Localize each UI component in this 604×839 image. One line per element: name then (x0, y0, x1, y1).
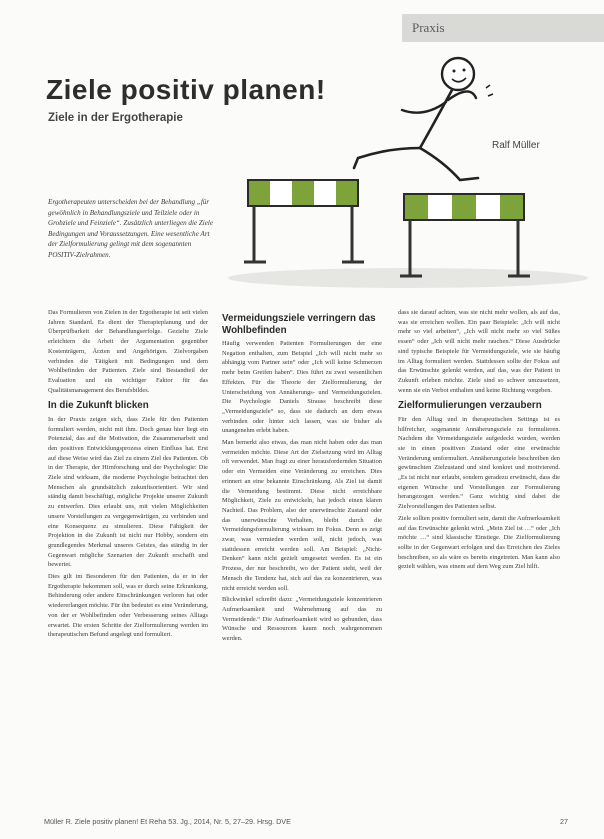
article-subtitle: Ziele in der Ergotherapie (48, 112, 183, 124)
page-number: 27 (560, 817, 568, 826)
paragraph: In der Praxis zeigen sich, dass Ziele für den Patienten formuliert werden, nicht mit ihm. Doch genau hier liegt ein Potenzial, das auf die Motivation, die Zusammenarbeit und den positiven Entwicklungsprozess einen Einfluss hat. Erst auf diese Weise wird das Ziel zu einem Ziel des Patienten. Ob in der Therapie, der Hirnforschung und der Psychologie: Die Ziele sind wirksam, die moderne Psychologie betrachtet den Menschen als grundsätzlich zukunftsorientiert. Wir sind ständig damit beschäftigt, mögliche Projekte unserer Zukunft zu entwerfen. Dies erlaubt uns, mit vielen Möglichkeiten unsere Vorstellungen zu vergegenwärtigen, zu verbinden und eine Konsequenz zu simulieren. Diese Fähigkeit der Projektion in die Zukunft ist nicht nur Hobby, sondern ein grundlegendes Merkmal unseres Geistes, das ständig in der Gegenwart mögliche Szenarien der Zukunft erschafft und bewertet. (48, 415, 208, 569)
text-column-2 (222, 308, 382, 776)
paragraph: Häufig verwenden Patienten Formulierungen der eine Negation enthalten, zum Beispiel „Ich will nicht mehr so abhängig vom Partner sein“ oder „Ich will keine Schmerzen mehr beim Greifen haben“. Dies führt zu zwei wesentlichen Effekten. Für die Theorie der Zielformulierung, der Unterscheidung von Annäherungs- und Vermeidungszielen. Die Psychologie Daniels Strauss beschreibt diese „Vermeidungsziele“ so, dass sie dadurch an dem etwas verbinden oder hinter sich lassen, was sie bisher als unangenehm erlebt haben. (222, 340, 382, 435)
paragraph: Man bemerkt also etwas, das man nicht haben oder das man vermeiden möchte. Diese Art der Zielsetzung wird im Alltag oft verwendet. Man fragt zu einer herausfordernden Situation oder ein Vermeiden eine Veränderung zu erreichen. Dies erinnert an eine bekannte Einschränkung. Als Ziel ist damit die Vermeidung bestimmt. Diese nicht erreichbare Möglichkeit, Ziele zu entwickeln, hat jedoch einen klaren Nachteil. Das Problem, also der unerwünschte Zustand oder das unerwünschte Verhalten, bleibt durch die Vermeidungsformulierung wirksam im Fokus. Denn es zeigt zwar, was vermieden werden soll, nicht jedoch, was stattdessen erreicht werden soll. Am Beispiel: „Nicht-Denken“ kann nicht gezielt umgesetzt werden. Es ist ein Prozess, der nur beschreibt, wo der Patient steht, weil der Mensch die Tendenz hat, sich auf das zu konzentrieren, was nicht erreicht werden soll. (222, 439, 382, 592)
paragraph: Für den Alltag und in therapeutischen Settings ist es hilfreicher, sogenannte Annäherungsziele zu formulieren. Nachdem die Vermeidungsziele aufgedeckt wurden, werden sie in einen positiven Zustand oder eine erwünschte Veränderung umformuliert. Annäherungsziele beschreiben den gewünschten Zielzustand und sind konkret und motivierend. „Es ist nicht nur erlaubt, sondern geradezu erwünscht, dass die eigenen Wünsche und Vorstellungen zur Formulierung herangezogen werden.“ Ganz wichtig sind dabei die Zielvorstellungen des Patienten selbst. (398, 415, 560, 511)
footer-citation: Müller R. Ziele positiv planen! Et Reha 53. Jg., 2014, Nr. 5, 27–29. Hrsg. DVE (44, 817, 291, 826)
paragraph: Blickwinkel schreibt dazu: „Vermeidungsziele konzentrieren Aufmerksamkeit und Wahrnehmung auf das zu Vermeidende.“ Die Aufmerksamkeit wird so gebunden, dass Wünsche und Ressourcen kaum noch wahrgenommen werden. (222, 596, 382, 643)
author-name: Ralf Müller (492, 140, 540, 151)
article-intro (48, 197, 218, 261)
section-heading: Vermeidungsziele verringern das Wohlbefinden (222, 313, 376, 336)
text-column-3 (398, 308, 560, 776)
article-title: Ziele positiv planen! (46, 74, 326, 105)
section-heading: In die Zukunft blicken (48, 400, 149, 412)
paragraph: Dies gilt im Besonderen für den Patienten, da er in der Ergotherapie bekommen soll, was er durch seine Erkrankung, Behinderung oder andere Einschränkungen verloren hat oder wiedererlangen möchte. Für ihn bedeutet es eine Veränderung, von der er Wohlbefinden oder Verbesserung seines Alltags erwartet. Die ersten Schritte der Zielformulierung werden im therapeutischen Befund angelegt und formuliert. (48, 573, 208, 639)
paragraph: Ziele sollten positiv formuliert sein, damit die Aufmerksamkeit auf das Erwünschte gelenkt wird. „Mein Ziel ist …“ oder „Ich möchte …“ sind klassische Einstiege. Die Zielformulierung sollte in der Gegenwart erfolgen und das Erreichen des Zieles beschreiben, so als wäre es bereits eingetreten. Man kann also gezielt wählen, was einem auf dem Weg zum Ziel hilft. (398, 514, 560, 571)
intro-text: Ergotherapeuten unterscheiden bei der Behandlung „für gewöhnlich in Behandlungsziele und Teilziele oder in Grobziele und Feinziele“. Zusätzlich unterliegen die Ziele Bedingungen und Voraussetzungen. Eine wesentliche Art der Zielformulierung gelingt mit dem sogenannten POSITIV-Zielrahmen. (48, 198, 214, 259)
paragraph: dass sie darauf achten, was sie nicht mehr wollen, als auf das, was sie erreichen wollen. Ein paar Beispiele: „Ich will nicht mehr so viel arbeiten“, „Ich will nicht mehr so viel Süßes essen“ oder „Ich will nicht mehr rauchen.“ Diese Ausdrücke sind typische Beispiele für Vermeidungsziele, wie sie häufig im Alltag formuliert werden. Stattdessen sollte der Fokus auf das Erwünschte gelenkt werden, auf das, was der Patient in Zukunft erleben möchte. Ziele sind so schwer umzusetzen, wenn sie ein Verbot enthalten und keine Richtung vorgeben. (398, 309, 560, 394)
section-heading: Zielformulierungen verzaubern (398, 400, 542, 412)
text-column-1 (48, 308, 208, 776)
paragraph: Das Formulieren von Zielen in der Ergotherapie ist seit vielen Jahren Standard. Es dient der Therapieplanung und der Überprüfbarkeit der Behandlungserfolge. Gezielte Ziele erleichtern die Arbeit der Argumentation gegenüber Kostenträgern, Ärzten und Angehörigen. Zielvorgaben verbinden die Tätigkeit mit Bedingungen und dem Wohlbefinden der Patienten. Ziele sind Bestandteil der Evaluation und ein wichtiger Faktor für das Qualitätsmanagement des Berufsbildes. (48, 309, 208, 394)
hurdle-runner-illustration (208, 40, 588, 290)
section-label: Praxis (402, 14, 604, 42)
page-footer (44, 817, 568, 826)
